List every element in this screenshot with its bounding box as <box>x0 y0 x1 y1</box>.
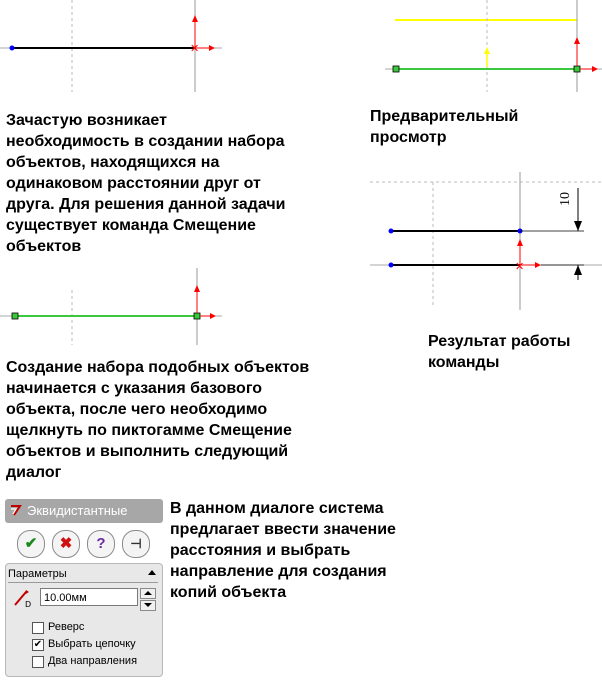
select-chain-checkbox[interactable]: ✔ <box>33 639 43 650</box>
reverse-label: Реверс <box>48 621 85 633</box>
distance-spinner[interactable] <box>140 588 156 608</box>
parameters-header[interactable] <box>8 566 158 583</box>
creation-text: Создание набора подобных объектов начинается с указания базового объекта, после чего необходимо щелкнуть по пиктогамме Смещение объектов и выполнить следующий диалог <box>6 359 310 481</box>
sketch-preview <box>385 0 602 92</box>
offset-entities-icon <box>9 503 23 517</box>
sketch-selected-base <box>0 268 222 345</box>
help-button[interactable]: ? <box>87 530 115 558</box>
preview-caption: Предварительный просмотр <box>370 108 519 146</box>
parameters-panel <box>5 563 163 677</box>
offset-dialog <box>5 499 163 677</box>
pin-button[interactable]: ⊣ <box>122 530 150 558</box>
result-caption: Результат работы команды <box>428 333 571 371</box>
svg-text:✕: ✕ <box>190 42 200 55</box>
dialog-title-bar <box>5 499 163 523</box>
select-chain-label: Выбрать цепочку <box>48 638 136 650</box>
distance-input[interactable]: 10.00мм <box>40 588 138 606</box>
reverse-checkbox[interactable] <box>32 622 44 634</box>
parameters-label: Параметры <box>8 568 67 580</box>
collapse-caret-icon[interactable] <box>148 570 156 575</box>
ok-button[interactable]: ✔ <box>17 530 45 558</box>
spin-up-icon[interactable] <box>140 588 156 599</box>
intro-text: Зачастую возникает необходимость в создании набора объектов, находящихся на одинаковом расстоянии друг от друга. Для решения данной задачи существует команда Смещение объектов <box>6 112 286 255</box>
svg-text:✕: ✕ <box>515 260 525 273</box>
bidirectional-label: Два направления <box>48 655 138 667</box>
cancel-button[interactable]: ✖ <box>52 530 80 558</box>
dimension-value: 10 <box>558 192 573 206</box>
dialog-title: Эквидистантные <box>27 503 128 518</box>
bidirectional-checkbox[interactable] <box>32 656 44 668</box>
sketch-base-line <box>0 0 222 92</box>
dialog-description: В данном диалоге система предлагает ввести значение расстояния и выбрать направление для создания копий объекта <box>170 500 396 601</box>
spin-down-icon[interactable] <box>140 600 156 611</box>
svg-text:D: D <box>25 600 32 608</box>
distance-icon <box>12 588 34 608</box>
